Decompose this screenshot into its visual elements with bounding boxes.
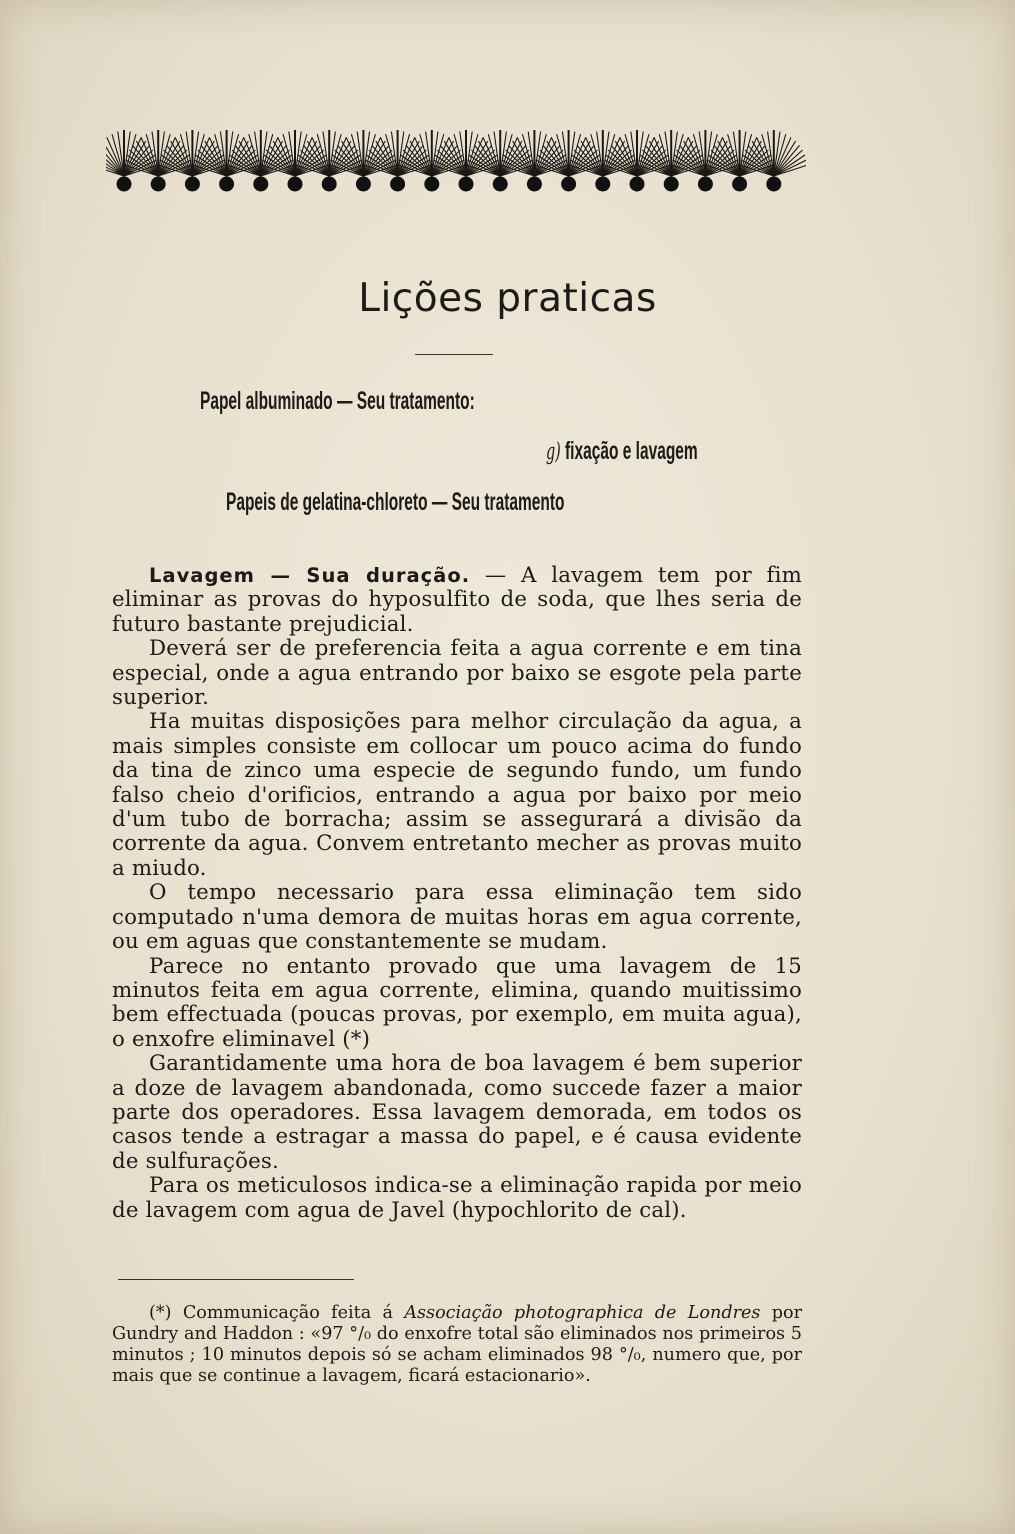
paragraph: O tempo necessario para essa eliminação tem sido computado n'uma demora de muitas horas em agua corrente, ou em aguas que constantemente se mudam.: [112, 880, 802, 955]
footnote-italic: Associação photographica de Londres: [404, 1303, 761, 1323]
paragraph: Deverá ser de preferencia feita a agua corrente e em tina especial, onde a agua entrando por baixo se esgote pela parte superior.: [112, 636, 802, 711]
footnote-divider: [118, 1279, 354, 1280]
ornament-tuft: [106, 130, 158, 192]
section-lead: Lavagem — Sua duração.: [149, 564, 471, 587]
page-title: Lições praticas: [358, 276, 657, 321]
subheading-letter: g): [546, 439, 561, 465]
paragraph-text: — A lavagem tem por fim eliminar as provas do hyposulfito de soda, que lhes seria de futuro bastante prejudicial.: [112, 563, 802, 637]
subheading-gelatina-chloreto: Papeis de gelatina-chloreto — Seu tratamento: [226, 488, 565, 516]
paragraph: Ha muitas disposições para melhor circulação da agua, a mais simples consiste em collocar um pouco acima do fundo da tina de zinco uma especie de segundo fundo, um fundo falso cheio d'orificios, entrando a agua por baixo por meio d'um tubo de borracha; assim se assegurará a divisão da corrente da agua. Convem entretanto mecher as provas muito a miudo.: [112, 709, 802, 881]
footnote-part: por Gundry and Haddon : «97 °/₀ do enxofre total são eliminados nos primeiros 5 minutos ; 10 minutos depois só se acham eliminados 98 °/₀, numero que, por mais que se continue a lavagem, ficará estacionario».: [112, 1303, 803, 1386]
subheading-papel-albuminado: Papel albuminado — Seu tratamento:: [200, 387, 475, 415]
footnote-part: (*) Communicação feita á: [149, 1303, 405, 1323]
paragraph: [112, 564, 802, 637]
title-divider: [415, 354, 493, 355]
decorative-header-ornament: [106, 124, 806, 196]
paragraph: Parece no entanto provado que uma lavagem de 15 minutos feita em agua corrente, elimina, quando muitissimo bem effectuada (poucas provas, por exemplo, em muita agua), o enxofre eliminavel (*): [112, 953, 802, 1052]
subheading-fixacao-text: fixação e lavagem: [560, 437, 698, 465]
paragraph: Para os meticulosos indica-se a eliminação rapida por meio de lavagem com agua de Javel (hypochlorito de cal).: [112, 1173, 802, 1223]
footnote-text: [112, 1303, 802, 1387]
subheading-fixacao-lavagem: [546, 437, 698, 466]
body-text: [112, 564, 802, 1223]
paragraph: Garantidamente uma hora de boa lavagem é bem superior a doze de lavagem abandonada, como succede fazer a maior parte dos operadores. Essa lavagem demorada, em todos os casos tende a estragar a massa do papel, e é causa evidente de sulfurações.: [112, 1051, 802, 1174]
footnote: [112, 1303, 802, 1387]
